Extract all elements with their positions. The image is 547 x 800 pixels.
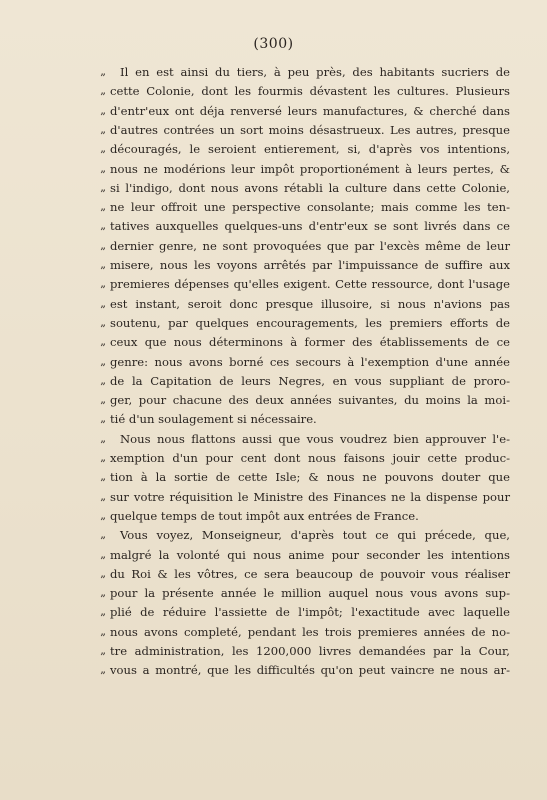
line-text: découragés, le seroient entierement, si, d'après vos intentions, <box>110 142 510 157</box>
quotation-mark: „ <box>100 354 106 368</box>
text-line <box>0 641 547 661</box>
text-line <box>0 487 547 507</box>
text-line <box>0 352 547 372</box>
line-text: Vous voyez, Monseigneur, d'après tout ce qui précede, que, <box>120 528 510 543</box>
text-line <box>0 622 547 642</box>
line-text: genre: nous avons borné ces secours à l'exemption d'une année <box>110 354 510 369</box>
line-text: ger, pour chacune des deux années suivantes, du moins la moi- <box>110 393 510 408</box>
text-line <box>0 178 547 198</box>
line-text: est instant, seroit donc presque illusoire, si nous n'avions pas <box>110 296 510 311</box>
line-text: Nous nous flattons aussi que vous voudrez bien approuver l'e- <box>120 431 510 446</box>
quotation-mark: „ <box>100 586 106 600</box>
quotation-mark: „ <box>100 277 106 291</box>
quotation-mark: „ <box>100 644 106 657</box>
quotation-mark: „ <box>100 219 106 233</box>
quotation-mark: „ <box>100 412 106 426</box>
quotation-mark: „ <box>100 528 106 542</box>
text-line <box>0 216 547 236</box>
quotation-mark: „ <box>100 103 106 117</box>
quotation-mark: „ <box>100 373 106 387</box>
quotation-mark: „ <box>100 508 106 522</box>
text-line <box>0 120 547 140</box>
text-line <box>0 390 547 410</box>
line-text: malgré la volonté qui nous anime pour seconder les intentions <box>110 547 510 562</box>
text-line <box>0 313 547 333</box>
line-text: xemption d'un pour cent dont nous faisons jouir cette produc- <box>110 451 510 465</box>
quotation-mark: „ <box>100 431 106 445</box>
quotation-mark: „ <box>100 393 106 407</box>
line-text: tre administration, les 1200,000 livres demandées par la Cour, <box>110 644 510 658</box>
line-text: de la Capitation de leurs Negres, en vous suppliant de proro- <box>110 373 510 388</box>
line-text: du Roi & les vôtres, ce sera beaucoup de pouvoir vous réaliser <box>110 566 510 581</box>
quotation-mark: „ <box>100 335 106 349</box>
text-line <box>0 139 547 159</box>
text-line <box>0 236 547 256</box>
text-line <box>0 159 547 179</box>
line-text: quelque temps de tout impôt aux entrées de France. <box>110 508 419 523</box>
text-line <box>0 81 547 101</box>
quotation-mark: „ <box>100 180 106 194</box>
quotation-mark: „ <box>100 663 106 677</box>
quotation-mark: „ <box>100 605 106 619</box>
text-line <box>0 448 547 468</box>
line-text: sur votre réquisition le Ministre des Finances ne la dispense pour <box>110 489 510 504</box>
quotation-mark: „ <box>100 547 106 561</box>
text-line <box>0 545 547 565</box>
text-line <box>0 371 547 391</box>
quotation-mark: „ <box>100 296 106 310</box>
quotation-mark: „ <box>100 65 106 78</box>
line-text: tion à la sortie de cette Isle; & nous ne pouvons douter que <box>110 470 510 485</box>
quotation-mark: „ <box>100 451 106 464</box>
quotation-mark: „ <box>100 200 106 214</box>
quotation-mark: „ <box>100 122 106 136</box>
text-line <box>0 294 547 314</box>
line-text: d'entr'eux ont déja renversé leurs manufactures, & cherché dans <box>110 103 510 118</box>
page-number: (300) <box>253 36 294 52</box>
line-text: misere, nous les voyons arrêtés par l'impuissance de suffire aux <box>110 258 510 272</box>
text-line <box>0 660 547 680</box>
text-line <box>0 332 547 352</box>
line-text: dernier genre, ne sont provoquées que par l'excès même de leur <box>110 238 510 253</box>
text-line <box>0 467 547 487</box>
line-text: nous ne modérions leur impôt proportionément à leurs pertes, & <box>110 161 510 176</box>
text-line <box>0 197 547 217</box>
text-line <box>0 583 547 603</box>
line-text: cette Colonie, dont les fourmis dévastent les cultures. Plusieurs <box>110 84 510 99</box>
text-line <box>0 506 547 526</box>
text-line <box>0 255 547 275</box>
line-text: tié d'un soulagement si nécessaire. <box>110 412 317 427</box>
quotation-mark: „ <box>100 238 106 252</box>
text-line <box>0 274 547 294</box>
quotation-mark: „ <box>100 142 106 156</box>
line-text: ceux que nous déterminons à former des établissements de ce <box>110 335 510 350</box>
line-text: vous a montré, que les difficultés qu'on peut vaincre ne nous ar- <box>110 663 510 678</box>
quotation-mark: „ <box>100 624 106 638</box>
text-line <box>0 564 547 584</box>
quotation-mark: „ <box>100 470 106 484</box>
line-text: soutenu, par quelques encouragements, les premiers efforts de <box>110 315 510 330</box>
text-line <box>0 409 547 429</box>
line-text: d'autres contrées un sort moins désastrueux. Les autres, presque <box>110 122 510 137</box>
line-text: ne leur offroit une perspective consolante; mais comme les ten- <box>110 200 510 215</box>
text-line <box>0 429 547 449</box>
line-text: nous avons completé, pendant les trois premieres années de no- <box>110 624 510 639</box>
line-text: Il en est ainsi du tiers, à peu près, des habitants sucriers de <box>120 65 510 79</box>
line-text: si l'indigo, dont nous avons rétabli la culture dans cette Colonie, <box>110 180 510 195</box>
line-text: tatives auxquelles quelques-uns d'entr'eux se sont livrés dans ce <box>110 219 510 234</box>
line-text: premieres dépenses qu'elles exigent. Cette ressource, dont l'usage <box>110 277 510 292</box>
line-text: plié de réduire l'assiette de l'impôt; l'exactitude avec laquelle <box>110 605 510 620</box>
quotation-mark: „ <box>100 161 106 175</box>
text-line <box>0 525 547 545</box>
quotation-mark: „ <box>100 566 106 580</box>
text-line <box>0 62 547 82</box>
quotation-mark: „ <box>100 489 106 503</box>
quotation-mark: „ <box>100 315 106 329</box>
line-text: pour la présente année le million auquel nous vous avons sup- <box>110 586 510 601</box>
quotation-mark: „ <box>100 84 106 98</box>
text-line <box>0 101 547 121</box>
quotation-mark: „ <box>100 258 106 271</box>
text-line <box>0 602 547 622</box>
